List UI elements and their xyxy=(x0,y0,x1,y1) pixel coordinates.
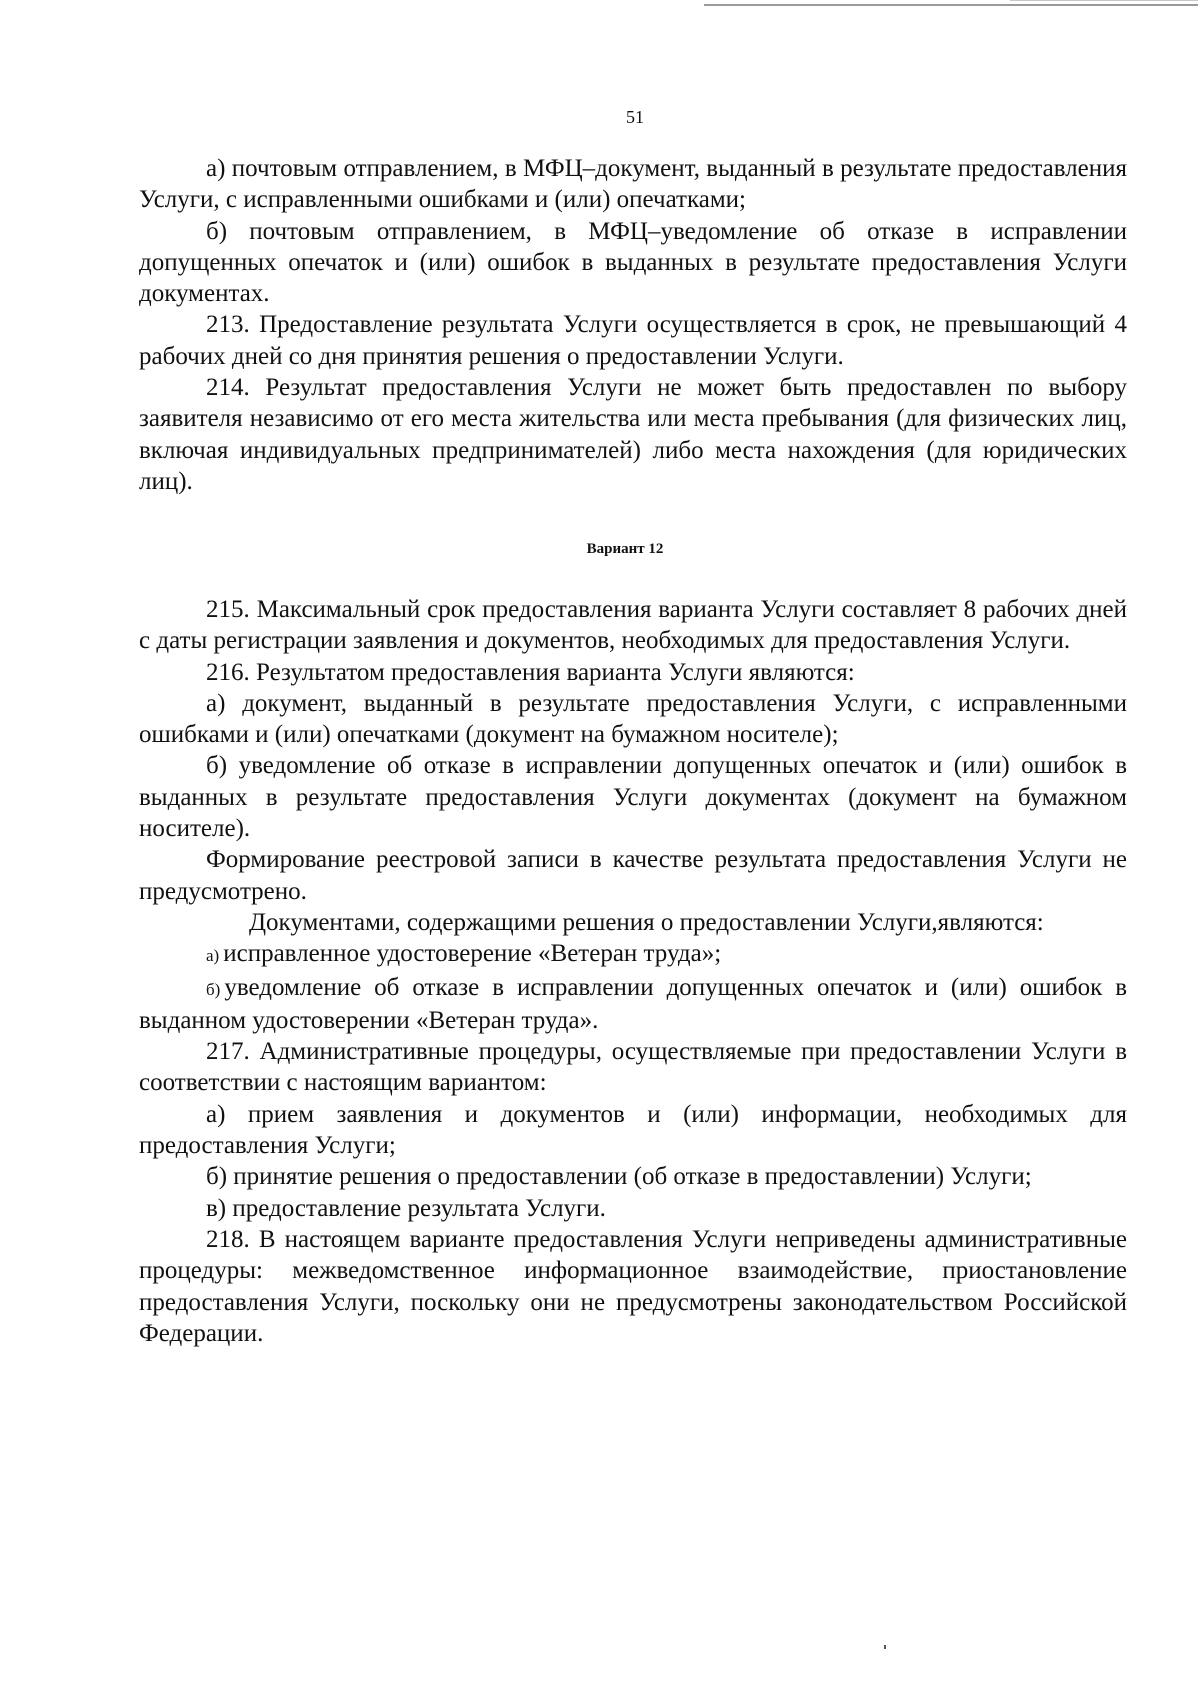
list-item-certificate xyxy=(139,938,1127,971)
paragraph-216: 216. Результатом предоставления варианта Услуги являются: xyxy=(206,658,855,686)
paragraph-214: 214. Результат предоставления Услуги не может быть предоставлен по выбору заявителя независимо от его места жительства или места пребывания (для физических лиц, включая индивидуальных предпринимателей) либо места нахождения (для юридических лиц). xyxy=(139,374,1127,495)
paragraph-213: 213. Предоставление результата Услуги осуществляется в срок, не превышающий 4 рабочих дней со дня принятия решения о предоставлении Услуги. xyxy=(139,311,1127,370)
list-item-refusal-notice xyxy=(139,972,1127,1037)
list-marker: б) xyxy=(206,979,221,999)
paragraph-218: 218. В настоящем варианте предоставления Услуги неприведены административные процедуры: межведомственное информационное взаимодействие, приостановление предоставления Услуги, поскольку они не предусмотрены законодательством Российской Федерации. xyxy=(139,1225,1127,1347)
list-marker: а) xyxy=(206,946,220,966)
scan-edge-line-secondary xyxy=(1010,0,1198,1)
paragraph-215: 215. Максимальный срок предоставления варианта Услуги составляет 8 рабочих дней с даты регистрации заявления и документов, необходимых для предоставления Услуги. xyxy=(139,596,1127,655)
paragraph-217: 217. Административные процедуры, осуществляемые при предоставлении Услуги в соответствии с настоящим вариантом: xyxy=(139,1038,1127,1097)
paragraph-decision-documents: Документами, содержащими решения о предоставлении Услуги,являются: xyxy=(249,908,1044,936)
text-block-top xyxy=(139,153,1127,497)
paragraph-217-a: а) прием заявления и документов и (или) информации, необходимых для предоставления Услуги; xyxy=(139,1100,1127,1160)
list-item-text: уведомление об отказе в исправлении допущенных опечаток и (или) ошибок в выданном удостоверении «Ветеран труда». xyxy=(139,973,1127,1034)
paragraph-registry-record: Формирование реестровой записи в качестве результата предоставления Услуги не предусмотрено. xyxy=(139,846,1127,905)
paragraph-216-b: б) уведомление об отказе в исправлении допущенных опечаток и (или) ошибок в выданных в результате предоставления Услуги документах (документ на бумажном носителе). xyxy=(139,752,1127,843)
page-number: 51 xyxy=(626,107,644,127)
paragraph-b-postal-notice: б) почтовым отправлением, в МФЦ–уведомление об отказе в исправлении допущенных опечаток и (или) ошибок в выданных в результате предоставления Услуги документах. xyxy=(139,217,1127,308)
list-item-text: исправленное удостоверение «Ветеран труда»; xyxy=(223,940,722,968)
paragraph-216-a: а) документ, выданный в результате предоставления Услуги, с исправленными ошибками и (или) опечатками (документ на бумажном носителе); xyxy=(139,689,1127,749)
paragraph-a-postal-document: а) почтовым отправлением, в МФЦ–документ, выданный в результате предоставления Услуги, с исправленными ошибками и (или) опечатками; xyxy=(139,155,1127,214)
text-block-variant xyxy=(139,594,1127,1349)
section-heading: Вариант 12 xyxy=(586,541,664,557)
paragraph-217-b: б) принятие решения о предоставлении (об отказе в предоставлении) Услуги; xyxy=(206,1163,1032,1191)
scan-speck xyxy=(884,1645,886,1649)
scan-edge-line xyxy=(704,4,1198,6)
paragraph-217-c: в) предоставление результата Услуги. xyxy=(206,1194,606,1222)
